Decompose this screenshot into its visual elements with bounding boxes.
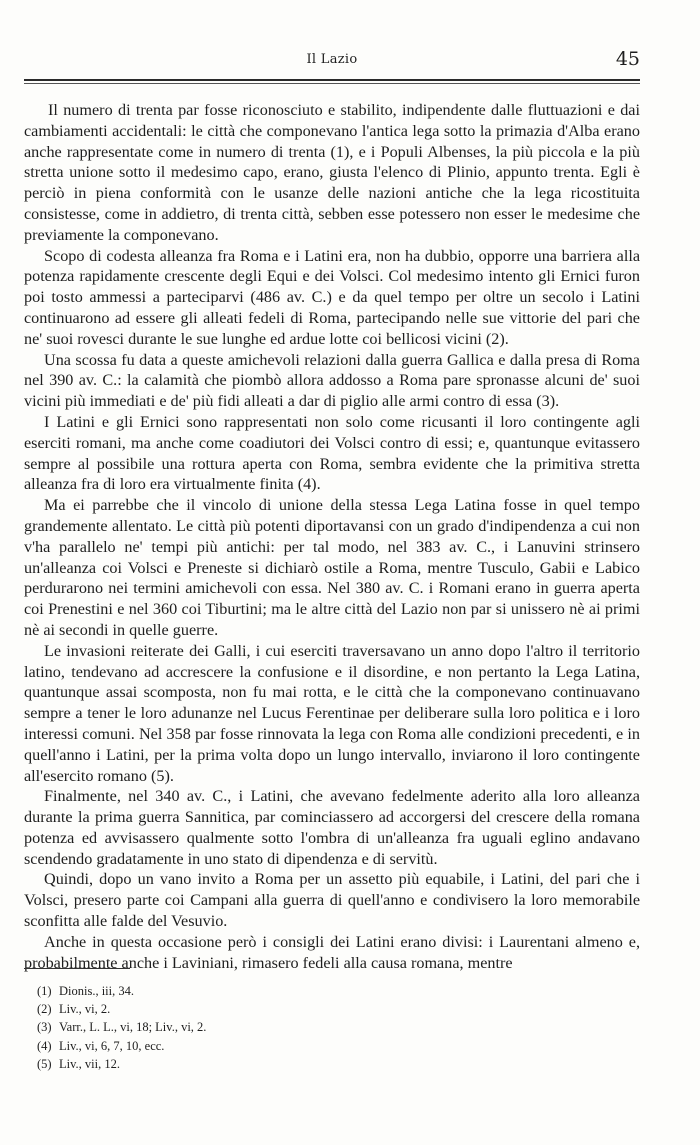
paragraph: Scopo di codesta alleanza fra Roma e i Latini era, non ha dubbio, opporre una barriera alla potenza rapidamente crescente degli Equi e dei Volsci. Col medesimo intento gli Ernici furon poi tosto ammessi a parteciparvi (486 av. C.) e da quel tempo per oltre un secolo i Latini continuarono ad essere gli alleati fedeli di Roma, partecipando nelle sue vittorie del pari che ne' suoi rovesci durante le sue lunghe ed ardue lotte coi bellicosi vicini (2). <box>24 246 640 348</box>
footnote-text: Liv., vii, 12. <box>59 1056 120 1071</box>
paragraph: Le invasioni reiterate dei Galli, i cui eserciti traversavano un anno dopo l'altro il territorio latino, tendevano ad accrescere la confusione e il disordine, e non pertanto la Lega Latina, quantunque assai scomposta, non fu mai rotta, e le città che la componevano continuavano sempre a tener le loro adunanze nel Lucus Ferentinae per deliberare sulla loro politica e i loro interessi comuni. Nel 358 par fosse rinnovata la lega con Roma alle condizioni precedenti, e in quell'anno i Latini, per la prima volta dopo un lungo intervallo, inviarono il loro contingente all'esercito romano (5). <box>24 641 640 785</box>
footnote-number: (4) <box>37 1038 52 1053</box>
page-number: 45 <box>615 48 640 70</box>
paragraph: Finalmente, nel 340 av. C., i Latini, che avevano fedelmente aderito alla loro alleanza durante la prima guerra Sannitica, par cominciassero ad accorgersi del crescere della romana potenza ed avvisassero qualmente sotto l'ombra di un'alleanza fra uguali eglino andavano scendendo gradatamente in uno stato di dipendenza e di servitù. <box>24 787 640 868</box>
footnote <box>37 1055 637 1073</box>
footnote-number: (1) <box>37 984 52 998</box>
page-header <box>24 50 640 74</box>
paragraph: Ma ei parrebbe che il vincolo di unione della stessa Lega Latina fosse in quel tempo grandemente allentato. Le città più potenti diportavansi con un grado d'indipendenza a cui non v'ha parallelo ne' tempi più antichi: per tal modo, nel 383 av. C., i Lanuvini strinsero un'alleanza coi Volsci e Preneste si dichiarò ostile a Roma, mentre Tusculo, Gabii e Labico perdurarono nei termini amichevoli con essa. Nel 380 av. C. i Romani erano in guerra aperta coi Prenestini e nel 360 coi Tiburtini; ma le altre città del Lazio non par si unissero nè ai primi nè ai secondi in quelle guerre. <box>24 496 640 639</box>
header-rule-thin <box>24 83 640 84</box>
footnote-text: Liv., vi, 2. <box>59 1002 111 1017</box>
footnote-text: Liv., vi, 6, 7, 10, ecc. <box>59 1038 165 1053</box>
paragraph: Una scossa fu data a queste amichevoli relazioni dalla guerra Gallica e dalla presa di Roma nel 390 av. C.: la calamità che piombò allora addosso a Roma pare spronasse alcuni de' suoi vicini più immediati e de' più fidi alleati a dar di piglio alle armi contro di essa (3). <box>24 350 640 411</box>
footnotes <box>37 982 637 1073</box>
footnote-number: (2) <box>37 1002 52 1017</box>
header-rule <box>24 79 640 81</box>
footnote <box>37 1000 637 1018</box>
paragraph: Il numero di trenta par fosse riconosciuto e stabilito, indipendente dalle fluttuazioni e dai cambiamenti accidentali: le città che componevano l'antica lega sotto la primazia d'Alba erano anche rappresentate come in numero di trenta (1), e i Populi Albenses, la più piccola e la più stretta unione sotto il medesimo capo, erano, giusta l'elenco di Plinio, appunto trenta. Egli è perciò in piena conformità con le usanze delle nazioni antiche che la lega ricostituita consistesse, come in addietro, di trenta città, sebben esse potessero non esser le medesime che previamente la componevano. <box>24 101 640 244</box>
footnote-number: (5) <box>37 1056 52 1071</box>
footnote-text: Dionis., iii, 34. <box>59 984 135 998</box>
footnote <box>37 982 637 1000</box>
footnote-number: (3) <box>37 1020 52 1035</box>
running-title: Il Lazio <box>306 52 358 67</box>
body-text <box>24 100 640 973</box>
paragraph: I Latini e gli Ernici sono rappresentati non solo come ricusanti il loro contingente agli eserciti romani, ma anche come coadiutori dei Volsci contro di essi; e, quantunque evitassero sempre al possibile una rottura aperta con Roma, sembra evidente che la primitiva stretta alleanza fra di loro era virtualmente finita (4). <box>24 412 640 494</box>
footnote <box>37 1018 637 1036</box>
paragraph: Quindi, dopo un vano invito a Roma per un assetto più equabile, i Latini, del pari che i Volsci, presero parte coi Campani alla guerra di quell'anno e condivisero la loro memorabile sconfitta alle falde del Vesuvio. <box>24 870 640 931</box>
paragraph: Anche in questa occasione però i consigli dei Latini erano divisi: i Laurentani almeno e, probabilmente anche i Laviniani, rimasero fedeli alla causa romana, mentre <box>24 932 640 972</box>
footnote-text: Varr., L. L., vi, 18; Liv., vi, 2. <box>59 1020 207 1035</box>
footnote-rule <box>24 968 130 969</box>
footnote <box>37 1037 637 1055</box>
